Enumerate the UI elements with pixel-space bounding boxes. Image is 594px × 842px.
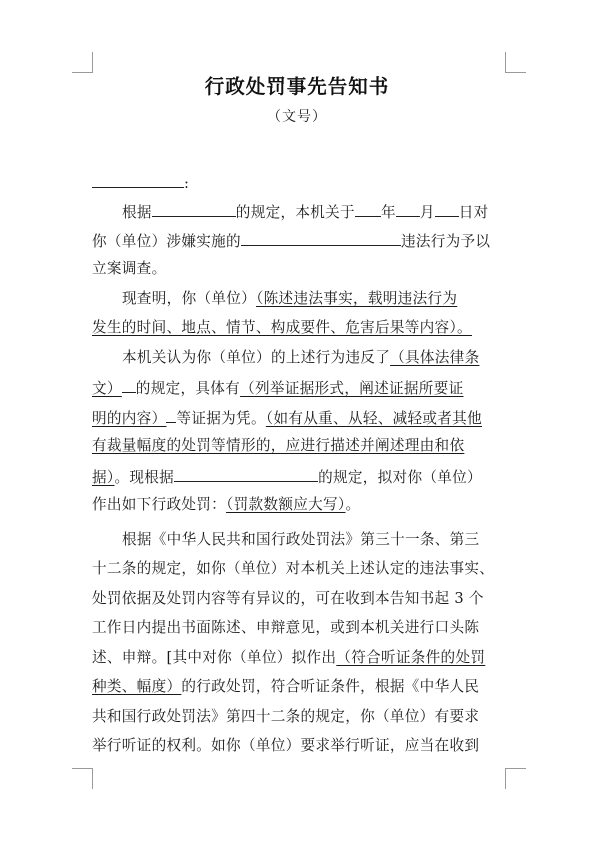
text-span: 的行政处罚，符合听证条件，根据《中华人民 (181, 678, 480, 695)
paragraph-line (92, 259, 512, 279)
paragraph-line (92, 618, 512, 638)
text-span: 立案调查。 (92, 260, 167, 277)
addressee-colon: : (184, 175, 190, 192)
text-span: 处罚依据及处罚内容等有异议的，可在收到本告知书起 3 个 (92, 590, 484, 607)
paragraph-line (92, 466, 512, 488)
text-span: 现查明，你（单位） (122, 290, 257, 307)
underlined-instruction: 发生的时间、地点、情节、构成要件、危害后果等内容）。 (92, 319, 472, 336)
paragraph-line (92, 318, 512, 338)
document-number: （文号） (267, 109, 327, 125)
text-span: 违法行为予以 (400, 233, 491, 250)
underlined-instruction: 有裁量幅度的处罚等情形的，应进行描述并阐述理由和依 (92, 437, 465, 454)
text-span: 月 (419, 204, 435, 221)
addressee-line (92, 172, 512, 194)
text-span: 的规定，具体有 (135, 380, 241, 397)
underlined-instruction: 文） (92, 380, 122, 397)
fill-blank (241, 230, 401, 246)
paragraph-line (92, 436, 512, 456)
text-span: 十二条的规定，如你（单位）对本机关上述认定的违法事实、 (92, 560, 495, 577)
paragraph-line (92, 648, 512, 668)
underlined-instruction: （罚款数额应大写） (226, 496, 346, 513)
addressee-blank (92, 172, 184, 188)
text-span: 共和国行政处罚法》第四十二条的规定，你（单位）有要求 (92, 708, 480, 725)
crop-mark-top-right (505, 52, 526, 73)
document-title: 行政处罚事先告知书 (204, 75, 390, 98)
text-span: 日对 (458, 204, 489, 221)
fill-blank-year (355, 201, 381, 217)
paragraph-line (92, 707, 512, 727)
text-span: 根据《中华人民共和国行政处罚法》第三十一条、第三 (122, 531, 480, 548)
text-span: 年 (380, 204, 396, 221)
crop-mark-top-left (72, 52, 93, 73)
paragraph-line (122, 289, 542, 309)
paragraph-line (122, 530, 542, 550)
fill-blank-day (435, 201, 459, 217)
paragraph-line (122, 201, 542, 223)
text-span: 述、申辩。[其中对你（单位）拟作出 (92, 649, 337, 666)
text-span: 。现根据 (114, 469, 175, 486)
paragraph-line (92, 559, 512, 579)
paragraph-line (92, 495, 512, 515)
underlined-instruction: （符合听证条件的处罚 (336, 649, 486, 666)
paragraph-line (92, 677, 512, 697)
text-span: 你（单位）涉嫌实施的 (92, 233, 241, 250)
paragraph-line (92, 377, 512, 399)
underlined-instruction: 种类、幅度） (92, 678, 182, 695)
fill-blank (174, 466, 318, 482)
text-span: 的规定，拟对你（单位） (318, 469, 482, 486)
text-span: 作出如下行政处罚： (92, 496, 227, 513)
underlined-instruction: （具体法律条 (390, 349, 480, 366)
text-span: 本机关认为你（单位）的上述行为违反了 (122, 349, 391, 366)
fill-blank-month (396, 201, 420, 217)
underlined-instruction: 据） (92, 469, 115, 486)
fill-blank (122, 377, 136, 393)
paragraph-line (92, 589, 512, 609)
underlined-instruction: （陈述违法事实，载明违法行为 (256, 290, 458, 307)
paragraph-line (92, 407, 512, 429)
fill-blank (166, 407, 176, 423)
text-span: 工作日内提出书面陈述、申辩意见，或到本机关进行口头陈 (92, 619, 480, 636)
paragraph-line (122, 348, 542, 368)
underlined-instruction: （列举证据形式，阐述证据所要证 (240, 380, 464, 397)
paragraph-line (92, 736, 512, 756)
underlined-instruction: 明的内容） (92, 410, 167, 427)
underlined-instruction: （如有从重、从轻、减轻或者其他 (265, 410, 482, 427)
text-span: 举行听证的权利。如你（单位）要求举行听证，应当在收到 (92, 737, 480, 754)
fill-blank (152, 201, 236, 217)
text-span: 的规定，本机关于 (235, 204, 355, 221)
text-span: 等证据为凭。 (176, 410, 266, 427)
crop-mark-bottom-right (505, 768, 526, 789)
crop-mark-bottom-left (72, 768, 93, 789)
paragraph-line (92, 230, 512, 252)
text-span: 根据 (122, 204, 152, 221)
text-span: 。 (345, 496, 361, 513)
